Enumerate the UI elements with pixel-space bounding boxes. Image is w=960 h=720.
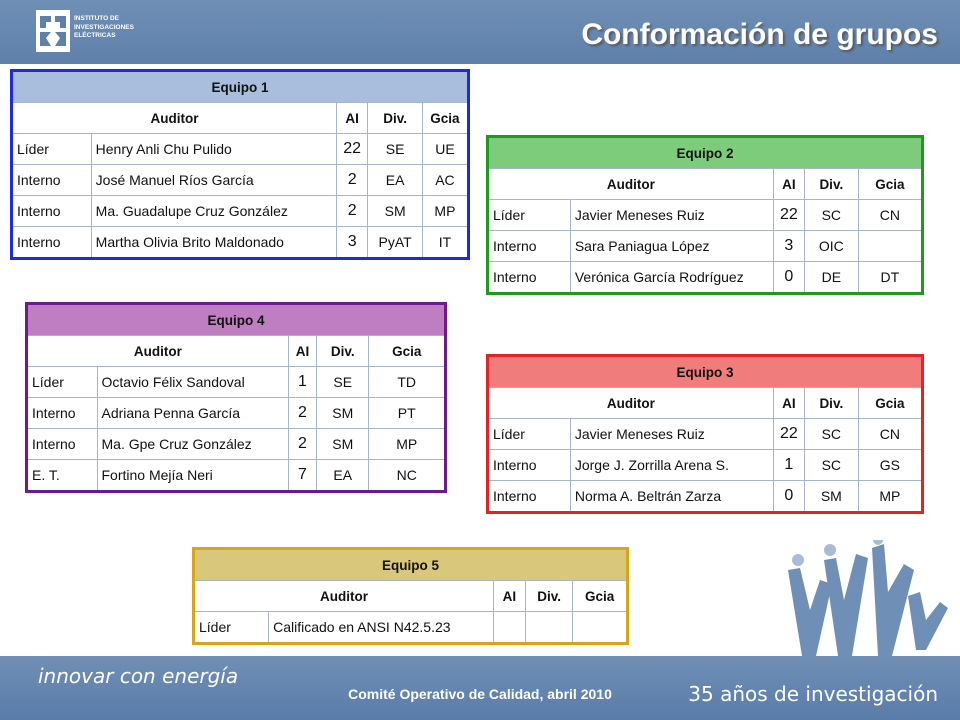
column-header-gcia: Gcia bbox=[422, 103, 468, 134]
table-row bbox=[27, 367, 446, 398]
gcia-cell bbox=[858, 231, 922, 262]
team-table-equipo-2 bbox=[486, 135, 924, 295]
institute-logo bbox=[36, 10, 156, 54]
role-cell: E. T. bbox=[27, 460, 98, 492]
team-table-equipo-4 bbox=[25, 302, 447, 493]
div-cell: SM bbox=[804, 481, 858, 513]
auditor-name-cell: Fortino Mejía Neri bbox=[97, 460, 288, 492]
column-header-ai: AI bbox=[773, 169, 804, 200]
table-row bbox=[12, 227, 469, 259]
role-cell: Líder bbox=[488, 200, 571, 231]
ai-cell: 7 bbox=[288, 460, 316, 492]
div-cell: DE bbox=[804, 262, 858, 294]
column-header-auditor: Auditor bbox=[488, 388, 774, 419]
role-cell: Interno bbox=[12, 227, 92, 259]
team-table-equipo-5 bbox=[192, 547, 629, 645]
logo-line-3: ELÉCTRICAS bbox=[74, 32, 116, 39]
ai-cell: 2 bbox=[336, 165, 367, 196]
table-row bbox=[488, 231, 923, 262]
table-row bbox=[488, 450, 923, 481]
column-header-auditor: Auditor bbox=[488, 169, 774, 200]
column-header-ai: AI bbox=[773, 388, 804, 419]
team-title: Equipo 4 bbox=[27, 304, 446, 336]
auditor-name-cell: Sara Paniagua López bbox=[570, 231, 773, 262]
column-header-gcia: Gcia bbox=[858, 388, 922, 419]
gcia-cell: MP bbox=[858, 481, 922, 513]
column-header-ai: AI bbox=[494, 581, 526, 612]
auditor-name-cell: Ma. Guadalupe Cruz González bbox=[91, 196, 336, 227]
role-cell: Interno bbox=[27, 429, 98, 460]
role-cell: Interno bbox=[488, 231, 571, 262]
role-cell: Líder bbox=[27, 367, 98, 398]
div-cell: SM bbox=[317, 398, 369, 429]
ai-cell: 2 bbox=[288, 429, 316, 460]
table-row bbox=[488, 419, 923, 450]
column-header-ai: AI bbox=[288, 336, 316, 367]
column-header-div: Div. bbox=[804, 169, 858, 200]
table-row bbox=[12, 134, 469, 165]
auditor-name-cell: Jorge J. Zorrilla Arena S. bbox=[570, 450, 773, 481]
role-cell: Interno bbox=[488, 450, 571, 481]
div-cell: SE bbox=[317, 367, 369, 398]
ai-cell: 0 bbox=[773, 262, 804, 294]
table-row bbox=[488, 262, 923, 294]
gcia-cell: CN bbox=[858, 419, 922, 450]
gcia-cell: DT bbox=[858, 262, 922, 294]
gcia-cell: UE bbox=[422, 134, 468, 165]
div-cell: OIC bbox=[804, 231, 858, 262]
table-row bbox=[12, 165, 469, 196]
auditor-name-cell: Martha Olivia Brito Maldonado bbox=[91, 227, 336, 259]
gcia-cell: CN bbox=[858, 200, 922, 231]
role-cell: Interno bbox=[12, 165, 92, 196]
div-cell: SM bbox=[317, 429, 369, 460]
institute-name bbox=[74, 15, 164, 41]
table-row bbox=[488, 200, 923, 231]
role-cell: Interno bbox=[12, 196, 92, 227]
column-header-auditor: Auditor bbox=[12, 103, 337, 134]
institute-logo-icon bbox=[36, 10, 70, 52]
ai-cell: 3 bbox=[336, 227, 367, 259]
logo-line-2: INVESTIGACIONES bbox=[74, 23, 134, 31]
role-cell: Líder bbox=[488, 419, 571, 450]
team-title: Equipo 2 bbox=[488, 137, 923, 169]
gcia-cell: AC bbox=[422, 165, 468, 196]
role-cell: Líder bbox=[194, 612, 269, 644]
footer-event-text: Comité Operativo de Calidad, abril 2010 bbox=[348, 686, 612, 702]
gcia-cell: IT bbox=[422, 227, 468, 259]
role-cell: Interno bbox=[488, 481, 571, 513]
div-cell: SC bbox=[804, 419, 858, 450]
ai-cell: 2 bbox=[288, 398, 316, 429]
role-cell: Interno bbox=[27, 398, 98, 429]
auditor-name-cell: Calificado en ANSI N42.5.23 bbox=[269, 612, 494, 644]
table-row bbox=[27, 460, 446, 492]
team-title: Equipo 1 bbox=[12, 71, 469, 103]
gcia-cell: MP bbox=[369, 429, 446, 460]
auditor-name-cell: Verónica García Rodríguez bbox=[570, 262, 773, 294]
column-header-auditor: Auditor bbox=[27, 336, 289, 367]
table-row bbox=[12, 196, 469, 227]
table-row bbox=[27, 429, 446, 460]
column-header-div: Div. bbox=[317, 336, 369, 367]
gcia-cell: NC bbox=[369, 460, 446, 492]
div-cell: SC bbox=[804, 450, 858, 481]
ai-cell bbox=[494, 612, 526, 644]
auditor-name-cell: Norma A. Beltrán Zarza bbox=[570, 481, 773, 513]
div-cell: SE bbox=[368, 134, 423, 165]
table-row bbox=[27, 398, 446, 429]
column-header-div: Div. bbox=[525, 581, 573, 612]
div-cell: EA bbox=[317, 460, 369, 492]
column-header-gcia: Gcia bbox=[858, 169, 922, 200]
column-header-div: Div. bbox=[368, 103, 423, 134]
team-table-equipo-1 bbox=[10, 69, 470, 260]
auditor-name-cell: Henry Anli Chu Pulido bbox=[91, 134, 336, 165]
column-header-gcia: Gcia bbox=[369, 336, 446, 367]
auditor-name-cell: José Manuel Ríos García bbox=[91, 165, 336, 196]
page-title: Conformación de grupos bbox=[581, 18, 938, 51]
ai-cell: 2 bbox=[336, 196, 367, 227]
auditor-name-cell: Adriana Penna García bbox=[97, 398, 288, 429]
auditor-name-cell: Octavio Félix Sandoval bbox=[97, 367, 288, 398]
role-cell: Interno bbox=[488, 262, 571, 294]
auditor-name-cell: Ma. Gpe Cruz González bbox=[97, 429, 288, 460]
div-cell: PyAT bbox=[368, 227, 423, 259]
ai-cell: 22 bbox=[773, 200, 804, 231]
team-title: Equipo 5 bbox=[194, 549, 628, 581]
gcia-cell: GS bbox=[858, 450, 922, 481]
ai-cell: 1 bbox=[288, 367, 316, 398]
team-title: Equipo 3 bbox=[488, 356, 923, 388]
people-figures-icon bbox=[780, 540, 950, 656]
role-cell: Líder bbox=[12, 134, 92, 165]
logo-line-1: INSTITUTO DE bbox=[74, 15, 120, 22]
column-header-div: Div. bbox=[804, 388, 858, 419]
gcia-cell bbox=[573, 612, 628, 644]
ai-cell: 22 bbox=[773, 419, 804, 450]
footer-slogan: innovar con energía bbox=[38, 664, 239, 688]
div-cell: SM bbox=[368, 196, 423, 227]
div-cell: EA bbox=[368, 165, 423, 196]
gcia-cell: MP bbox=[422, 196, 468, 227]
column-header-gcia: Gcia bbox=[573, 581, 628, 612]
footer-anniversary: 35 años de investigación bbox=[688, 682, 938, 706]
table-row bbox=[488, 481, 923, 513]
auditor-name-cell: Javier Meneses Ruiz bbox=[570, 200, 773, 231]
gcia-cell: TD bbox=[369, 367, 446, 398]
column-header-ai: AI bbox=[336, 103, 367, 134]
ai-cell: 3 bbox=[773, 231, 804, 262]
ai-cell: 22 bbox=[336, 134, 367, 165]
div-cell: SC bbox=[804, 200, 858, 231]
auditor-name-cell: Javier Meneses Ruiz bbox=[570, 419, 773, 450]
table-row bbox=[194, 612, 628, 644]
column-header-auditor: Auditor bbox=[194, 581, 494, 612]
ai-cell: 1 bbox=[773, 450, 804, 481]
ai-cell: 0 bbox=[773, 481, 804, 513]
team-table-equipo-3 bbox=[486, 354, 924, 514]
div-cell bbox=[525, 612, 573, 644]
gcia-cell: PT bbox=[369, 398, 446, 429]
